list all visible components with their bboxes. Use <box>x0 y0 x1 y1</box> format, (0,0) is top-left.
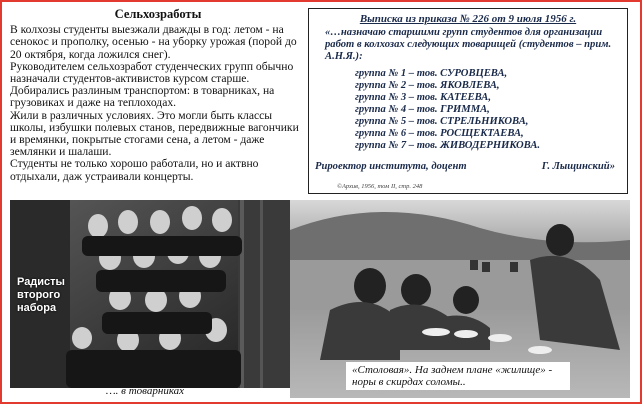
group-row: группа № 6 – тов. РОСЩЕКТАЕВА, <box>355 128 524 139</box>
section-title: Сельхозработы <box>114 7 202 21</box>
signer-name: Г. Лыщинский» <box>541 161 615 172</box>
order-intro: «…назначаю старшими групп студентов для организации работ в колхозах следующих товарищей (студентов – прим. А.Н.Я.): <box>325 27 612 62</box>
group-row: группа № 1 – тов. СУРОВЦЕВА, <box>355 68 508 79</box>
photo-caption: …. в товарниках <box>105 385 185 397</box>
paragraph: Студенты не только хорошо работали, но и актвно отдыхали, даж устраивали концерты. <box>10 157 259 183</box>
text-block <box>10 8 306 198</box>
paragraph: Жили в различных условиях. Это могли быть классы школы, избушки полевых станов, передвижные вагончики и времянки, покрытые стогами сена, а летом - даже землянки и шалаши. <box>10 108 299 159</box>
group-row: группа № 5 – тов. СТРЕЛЬНИКОВА, <box>355 116 529 127</box>
photo-label: Радисты второго набора <box>17 276 65 314</box>
archive-source: ©Архив, 1956, том II, стр. 248 <box>337 183 423 190</box>
order-title: Выписка из приказа № 226 от 9 июля 1956 г. <box>359 13 577 25</box>
group-row: группа № 7 – тов. ЖИВОДЕРНИКОВА. <box>355 140 541 151</box>
order-excerpt <box>308 8 628 194</box>
group-row: группа № 3 – тов. КАТЕЕВА, <box>355 92 491 103</box>
order-signature <box>315 161 621 173</box>
group-row: группа № 2 – тов. ЯКОВЛЕВА, <box>355 80 500 91</box>
photo-caption: «Столовая». На заднем плане «жилище» - норы в скирдах соломы.. <box>346 362 570 390</box>
group-row: группа № 4 – тов. ГРИММА, <box>355 104 490 115</box>
paragraph: В колхозы студенты выезжали дважды в год: летом - на сенокос и прополку, осенью - на уборку урожая (порой до 20 октября, когда ложился снег). <box>10 23 297 61</box>
paragraph: Руководителем сельхозработ студенческих групп обычно назначали студентов-активистов курсом старше. <box>10 59 294 86</box>
signer-title: Рироектор института, доцент <box>315 161 467 172</box>
paragraph: Добирались разлиным транспортом: в товарниках, на грузовиках и даже на теплоходах. <box>10 84 275 110</box>
